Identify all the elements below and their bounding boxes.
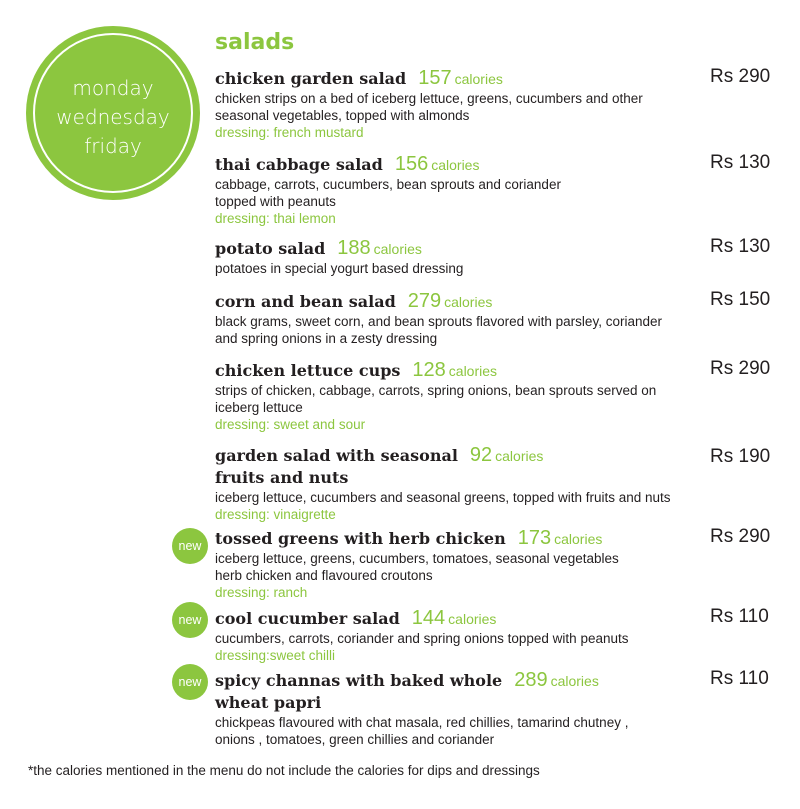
item-description-line: potatoes in special yogurt based dressing bbox=[215, 261, 464, 276]
item-description-line: iceberg lettuce bbox=[215, 400, 303, 415]
menu-item bbox=[215, 290, 785, 347]
item-title bbox=[215, 237, 785, 260]
item-calories: 188 bbox=[337, 237, 371, 259]
item-name: garden salad with seasonal bbox=[215, 446, 458, 465]
item-description-line: and spring onions in a zesty dressing bbox=[215, 331, 438, 346]
item-name-line2: fruits and nuts bbox=[215, 468, 349, 487]
item-calories: 279 bbox=[407, 290, 442, 312]
item-title bbox=[215, 444, 785, 467]
menu-item bbox=[215, 67, 785, 141]
item-description-line: topped with peanuts bbox=[215, 194, 336, 209]
item-description-line: chicken strips on a bed of iceberg lettuce, greens, cucumbers and other bbox=[215, 91, 643, 106]
item-calories: 156 bbox=[394, 153, 429, 175]
calories-label: calories bbox=[373, 241, 422, 257]
item-description-line: herb chicken and flavoured croutons bbox=[215, 568, 433, 583]
item-calories: 289 bbox=[514, 669, 548, 691]
menu-item bbox=[215, 607, 785, 664]
item-name: spicy channas with baked whole bbox=[215, 671, 503, 690]
calories-label: calories bbox=[550, 673, 599, 689]
menu-item bbox=[215, 669, 785, 748]
item-dressing: dressing: sweet and sour bbox=[215, 417, 366, 432]
item-calories: 144 bbox=[411, 607, 446, 629]
calories-label: calories bbox=[431, 157, 480, 173]
new-badge: new bbox=[172, 528, 208, 564]
item-title bbox=[215, 669, 785, 692]
item-description-line: black grams, sweet corn, and bean sprouts flavored with parsley, coriander bbox=[215, 314, 662, 329]
item-price: Rs 110 bbox=[710, 606, 769, 627]
item-name: corn and bean salad bbox=[215, 292, 396, 311]
item-price: Rs 130 bbox=[710, 236, 771, 257]
item-calories: 92 bbox=[469, 444, 493, 466]
item-calories: 128 bbox=[412, 359, 446, 381]
new-badge: new bbox=[172, 664, 208, 700]
badge-days bbox=[26, 74, 200, 161]
item-price: Rs 110 bbox=[710, 668, 769, 689]
item-price: Rs 190 bbox=[710, 446, 771, 467]
item-description-line: strips of chicken, cabbage, carrots, spring onions, bean sprouts served on bbox=[215, 383, 657, 398]
item-name: chicken lettuce cups bbox=[215, 361, 401, 380]
item-title bbox=[215, 153, 785, 176]
new-badge: new bbox=[172, 602, 208, 638]
item-dressing: dressing: thai lemon bbox=[215, 211, 336, 226]
calories-label: calories bbox=[554, 531, 603, 547]
item-name-line2: wheat papri bbox=[215, 693, 322, 712]
item-description-line: cabbage, carrots, cucumbers, bean sprouts and coriander bbox=[215, 177, 561, 192]
calories-footnote: *the calories mentioned in the menu do not include the calories for dips and dressings bbox=[28, 763, 540, 778]
item-title bbox=[215, 607, 785, 630]
item-name: potato salad bbox=[215, 239, 326, 258]
item-calories: 173 bbox=[517, 527, 552, 549]
calories-label: calories bbox=[454, 71, 503, 87]
item-dressing: dressing:sweet chilli bbox=[215, 648, 336, 663]
menu-item bbox=[215, 237, 785, 277]
item-description-line: iceberg lettuce, cucumbers and seasonal greens, topped with fruits and nuts bbox=[215, 490, 671, 505]
item-description-line: seasonal vegetables, topped with almonds bbox=[215, 108, 470, 123]
menu-item bbox=[215, 444, 785, 523]
badge-day-wednesday: wednesday bbox=[56, 105, 170, 129]
item-price: Rs 130 bbox=[710, 152, 771, 173]
item-title bbox=[215, 359, 785, 382]
calories-label: calories bbox=[448, 363, 498, 379]
item-description-line: cucumbers, carrots, coriander and spring onions topped with peanuts bbox=[215, 631, 629, 646]
item-title bbox=[215, 290, 785, 313]
item-dressing: dressing: vinaigrette bbox=[215, 507, 336, 522]
item-name: thai cabbage salad bbox=[215, 155, 383, 174]
item-price: Rs 290 bbox=[710, 66, 771, 87]
item-name: chicken garden salad bbox=[215, 69, 407, 88]
item-description-line: iceberg lettuce, greens, cucumbers, tomatoes, seasonal vegetables bbox=[215, 551, 619, 566]
item-dressing: dressing: french mustard bbox=[215, 125, 364, 140]
menu-item bbox=[215, 527, 785, 601]
item-title bbox=[215, 527, 785, 550]
calories-label: calories bbox=[495, 448, 544, 464]
item-description-line: chickpeas flavoured with chat masala, red chillies, tamarind chutney , bbox=[215, 715, 629, 730]
item-name: tossed greens with herb chicken bbox=[215, 529, 506, 548]
item-title bbox=[215, 67, 785, 90]
item-calories: 157 bbox=[418, 67, 452, 89]
calories-label: calories bbox=[444, 294, 493, 310]
menu-item bbox=[215, 153, 785, 227]
section-title: salads bbox=[215, 30, 295, 55]
menu-item bbox=[215, 359, 785, 433]
days-badge bbox=[26, 26, 200, 200]
badge-day-friday: friday bbox=[84, 134, 142, 158]
item-price: Rs 290 bbox=[710, 526, 771, 547]
item-dressing: dressing: ranch bbox=[215, 585, 308, 600]
calories-label: calories bbox=[448, 611, 497, 627]
badge-day-monday: monday bbox=[72, 76, 154, 100]
item-price: Rs 290 bbox=[710, 358, 771, 379]
item-price: Rs 150 bbox=[710, 289, 771, 310]
item-name: cool cucumber salad bbox=[215, 609, 400, 628]
item-description-line: onions , tomatoes, green chillies and coriander bbox=[215, 732, 495, 747]
